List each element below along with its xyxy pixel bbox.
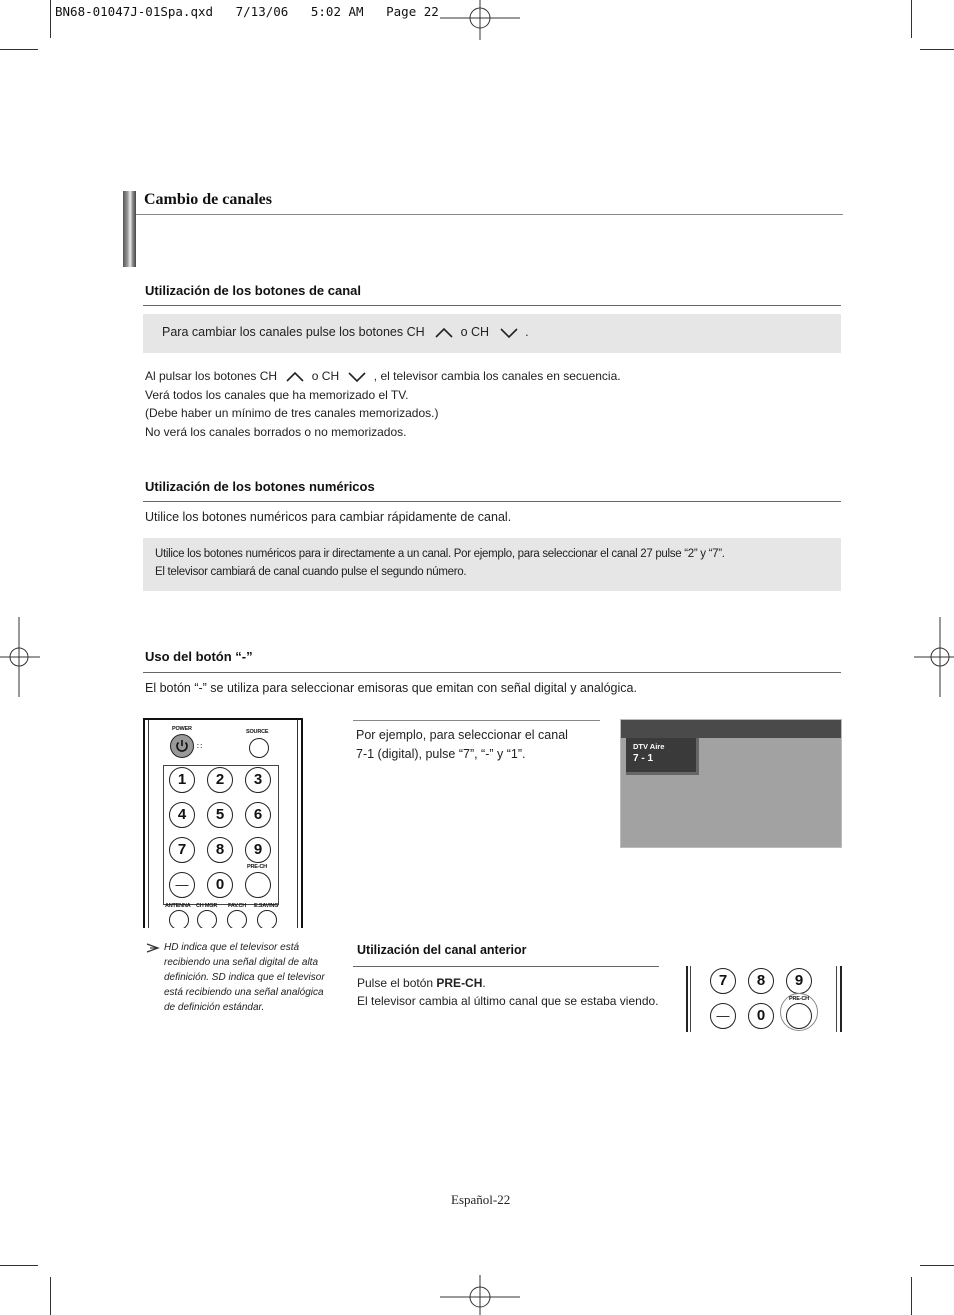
remote-control bbox=[143, 718, 303, 934]
remote-bottom-fade bbox=[143, 928, 303, 934]
registration-mark-top bbox=[440, 0, 520, 40]
section4-body bbox=[357, 974, 659, 1010]
power-led-dots: ∷ bbox=[197, 742, 202, 751]
key-2[interactable]: 2 bbox=[207, 767, 233, 793]
keypad-edge bbox=[690, 966, 691, 1032]
key-9[interactable]: 9 bbox=[245, 837, 271, 863]
body-text: Pulse el botón bbox=[357, 976, 437, 990]
crop-mark bbox=[911, 1277, 912, 1315]
chmgr-button[interactable] bbox=[197, 910, 217, 930]
registration-mark-right bbox=[914, 617, 954, 697]
note-arrow-icon bbox=[146, 942, 160, 954]
note-text bbox=[164, 940, 325, 1015]
info-box-text bbox=[155, 545, 725, 581]
example-line: Por ejemplo, para seleccionar el canal bbox=[356, 728, 568, 742]
section-rule bbox=[143, 501, 841, 502]
section1-body bbox=[145, 367, 621, 441]
body-line bbox=[357, 974, 659, 992]
crop-mark bbox=[911, 0, 912, 38]
favch-button[interactable] bbox=[227, 910, 247, 930]
section-rule bbox=[143, 672, 841, 673]
key-1[interactable]: 1 bbox=[169, 767, 195, 793]
section-rule bbox=[143, 305, 841, 306]
chevron-up-icon bbox=[434, 327, 454, 339]
section3-intro: El botón “-” se utiliza para seleccionar emisoras que emitan con señal digital y analógica. bbox=[145, 681, 637, 695]
keypad-edge bbox=[836, 966, 837, 1032]
osd-channel: 7 - 1 bbox=[633, 753, 654, 764]
section-rule bbox=[353, 966, 659, 967]
body-text: Al pulsar los botones CH bbox=[145, 369, 278, 383]
remote-inner-line bbox=[148, 720, 149, 934]
crop-mark bbox=[920, 49, 954, 50]
example-text bbox=[356, 726, 568, 763]
source-button[interactable] bbox=[249, 738, 269, 758]
note-line: HD indica que el televisor está bbox=[164, 942, 300, 953]
source-label: SOURCE bbox=[246, 729, 269, 735]
body-line bbox=[145, 367, 621, 386]
favch-label: FAV.CH bbox=[228, 903, 247, 909]
key-dash[interactable]: — bbox=[169, 872, 195, 898]
note-line: de definición estándar. bbox=[164, 1002, 265, 1013]
tv-screen bbox=[620, 719, 842, 848]
power-icon bbox=[171, 735, 193, 757]
info-text: Para cambiar los canales pulse los botones CH bbox=[162, 325, 425, 339]
crop-mark bbox=[0, 1265, 38, 1266]
chevron-down-icon bbox=[499, 327, 519, 339]
key-0[interactable]: 0 bbox=[748, 1003, 774, 1029]
prech-button[interactable] bbox=[786, 1003, 812, 1029]
prech-label: PRE-CH bbox=[789, 996, 809, 1002]
example-rule bbox=[353, 720, 600, 721]
chevron-up-icon bbox=[285, 371, 305, 383]
print-header: BN68-01047J-01Spa.qxd 7/13/06 5:02 AM Page 22 bbox=[55, 4, 439, 19]
info-text: . bbox=[525, 325, 529, 339]
section-heading: Utilización de los botones numéricos bbox=[145, 479, 375, 494]
body-line: No verá los canales borrados o no memorizados. bbox=[145, 424, 407, 439]
section-heading: Utilización del canal anterior bbox=[357, 943, 527, 957]
prech-button[interactable] bbox=[245, 872, 271, 898]
key-8[interactable]: 8 bbox=[748, 968, 774, 994]
example-line: 7-1 (digital), pulse “7”, “-” y “1”. bbox=[356, 746, 526, 761]
key-7[interactable]: 7 bbox=[169, 837, 195, 863]
registration-mark-left bbox=[0, 617, 40, 697]
esaving-button[interactable] bbox=[257, 910, 277, 930]
info-line: El televisor cambiará de canal cuando pulse el segundo número. bbox=[155, 566, 467, 578]
key-5[interactable]: 5 bbox=[207, 802, 233, 828]
keypad-edge bbox=[840, 966, 842, 1032]
key-8[interactable]: 8 bbox=[207, 837, 233, 863]
key-3[interactable]: 3 bbox=[245, 767, 271, 793]
antenna-button[interactable] bbox=[169, 910, 189, 930]
crop-mark bbox=[50, 1277, 51, 1315]
body-text: o CH bbox=[311, 369, 340, 383]
section-heading: Uso del botón “-” bbox=[145, 649, 253, 664]
key-6[interactable]: 6 bbox=[245, 802, 271, 828]
remote-inner-line bbox=[297, 720, 298, 934]
power-label: POWER bbox=[172, 726, 192, 732]
prech-label: PRE-CH bbox=[247, 864, 267, 870]
crop-mark bbox=[920, 1265, 954, 1266]
key-4[interactable]: 4 bbox=[169, 802, 195, 828]
note-line: recibiendo una señal digital de alta bbox=[164, 957, 318, 968]
power-button[interactable] bbox=[170, 734, 194, 758]
info-line: Utilice los botones numéricos para ir directamente a un canal. Por ejemplo, para seleccionar el canal 27 pulse “2” y “7”. bbox=[155, 548, 725, 560]
key-0[interactable]: 0 bbox=[207, 872, 233, 898]
tv-top-bar bbox=[621, 720, 841, 738]
osd-source-label: DTV Aire bbox=[633, 742, 665, 751]
info-text: o CH bbox=[460, 325, 490, 339]
section2-intro: Utilice los botones numéricos para cambiar rápidamente de canal. bbox=[145, 510, 512, 524]
section-heading: Utilización de los botones de canal bbox=[145, 283, 361, 298]
page-number: Español-22 bbox=[451, 1192, 511, 1207]
key-7[interactable]: 7 bbox=[710, 968, 736, 994]
body-line: Verá todos los canales que ha memorizado el TV. bbox=[145, 387, 409, 402]
keypad-illustration bbox=[686, 966, 842, 1032]
body-line: (Debe haber un mínimo de tres canales memorizados.) bbox=[145, 406, 439, 420]
info-box bbox=[143, 314, 841, 353]
title-rule bbox=[136, 214, 843, 215]
esaving-label: E.SAVING bbox=[254, 903, 279, 909]
registration-mark-bottom bbox=[440, 1275, 520, 1315]
body-text: . bbox=[482, 976, 486, 990]
info-box bbox=[143, 538, 841, 591]
note-line: definición. SD indica que el televisor bbox=[164, 972, 325, 983]
crop-mark bbox=[50, 0, 51, 38]
chevron-down-icon bbox=[347, 371, 367, 383]
page-title: Cambio de canales bbox=[144, 191, 272, 208]
key-9[interactable]: 9 bbox=[786, 968, 812, 994]
title-accent-bar bbox=[123, 191, 136, 267]
key-dash[interactable]: — bbox=[710, 1003, 736, 1029]
note-line: está recibiendo una señal analógica bbox=[164, 987, 324, 998]
info-box-text bbox=[162, 325, 529, 339]
antenna-label: ANTENNA bbox=[165, 903, 191, 909]
body-text: , el televisor cambia los canales en secuencia. bbox=[373, 369, 621, 383]
chmgr-label: CH MGR bbox=[196, 903, 218, 909]
keypad-edge bbox=[686, 966, 688, 1032]
prech-button-name: PRE-CH bbox=[436, 976, 483, 990]
body-line: El televisor cambia al último canal que se estaba viendo. bbox=[357, 994, 659, 1008]
channel-osd bbox=[626, 738, 699, 775]
crop-mark bbox=[0, 49, 38, 50]
